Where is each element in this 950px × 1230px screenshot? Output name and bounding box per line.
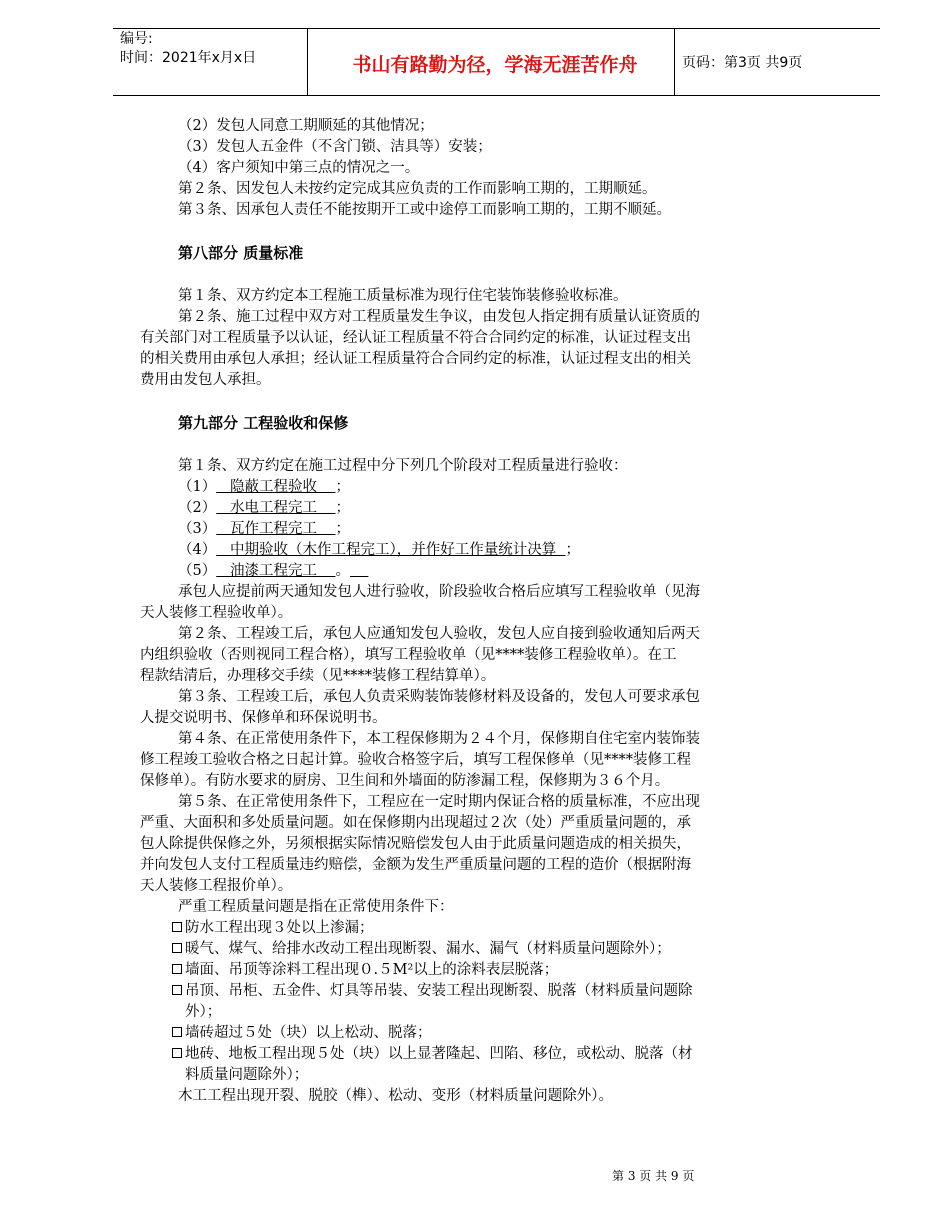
text-line: （4）客户须知中第三点的情况之一。 — [178, 160, 420, 176]
serious-item: 墙砖超过５处（块）以上松动、脱落； — [172, 1023, 844, 1044]
page-footer: 第 3 页 共 9 页 — [612, 1169, 695, 1183]
checkbox-icon — [172, 985, 182, 995]
stage-name: 中期验收（木作工程完工），并作好工作量统计决算 — [216, 542, 566, 558]
doc-time-label: 时间：2021年x月x日 — [120, 50, 257, 66]
paragraph-line: 第１条、双方约定在施工过程中分下列几个阶段对工程质量进行验收： — [178, 458, 628, 474]
paragraph-line: 承包人应提前两天通知发包人进行验收，阶段验收合格后应填写工程验收单（见海 — [178, 584, 700, 600]
stage-name: 瓦作工程完工 — [216, 521, 336, 537]
serious-item: 防水工程出现３处以上渗漏； — [172, 918, 844, 939]
serious-item-continuation: 外）； — [185, 1004, 222, 1020]
paragraph-line: 修工程竣工验收合格之日起计算。验收合格签字后，填写工程保修单（见****装修工程 — [140, 752, 691, 768]
paragraph-line: 第２条、施工过程中双方对工程质量发生争议，由发包人指定拥有质量认证资质的 — [178, 309, 700, 325]
checkbox-icon — [172, 1048, 182, 1058]
stage-item: （1） 隐蔽工程验收 ； — [178, 479, 350, 495]
paragraph-line: 有关部门对工程质量予以认证，经认证工程质量不符合合同约定的标准，认证过程支出 — [140, 330, 691, 346]
serious-item: 暖气、煤气、给排水改动工程出现断裂、漏水、漏气（材料质量问题除外）； — [172, 939, 844, 960]
header-page-label: 页码：第3页 共9页 — [682, 55, 803, 71]
header-bottom-rule — [113, 95, 880, 96]
stage-item: （4） 中期验收（木作工程完工），并作好工作量统计决算 ； — [178, 542, 581, 558]
paragraph-line: 第３条、工程竣工后，承包人负责采购装饰装修材料及设备的，发包人可要求承包 — [178, 689, 700, 705]
document-body — [140, 116, 850, 1107]
paragraph-line: 第２条、工程竣工后，承包人应通知发包人验收，发包人应自接到验收通知后两天 — [178, 626, 700, 642]
paragraph-line: 严重工程质量问题是指在正常使用条件下： — [178, 899, 454, 915]
paragraph-line: 天人装修工程验收单）。 — [140, 605, 293, 621]
checkbox-icon — [172, 964, 182, 974]
stage-name: 隐蔽工程验收 — [216, 479, 336, 495]
paragraph-line: 并向发包人支付工程质量违约赔偿，金额为发生严重质量问题的工程的造价（根据附海 — [140, 857, 691, 873]
paragraph-line: 人提交说明书、保修单和环保说明书。 — [140, 710, 387, 726]
header-divider-left — [307, 28, 308, 95]
paragraph-line: 第４条、在正常使用条件下，本工程保修期为２４个月，保修期自住宅室内装饰装 — [178, 731, 700, 747]
stage-item: （5） 油漆工程完工 。 — [178, 563, 350, 579]
serious-item: 吊顶、吊柜、五金件、灯具等吊装、安装工程出现断裂、脱落（材料质量问题除 — [172, 981, 844, 1002]
paragraph-line: 包人除提供保修之外，另须根据实际情况赔偿发包人由于此质量问题造成的相关损失， — [140, 836, 691, 852]
paragraph-line: 严重、大面积和多处质量问题。如在保修期内出现超过２次（处）严重质量问题的，承 — [140, 815, 691, 831]
checkbox-icon — [172, 943, 182, 953]
stage-name: 水电工程完工 — [216, 500, 336, 516]
page-header — [0, 0, 950, 100]
paragraph-line: 木工工程出现开裂、脱胶（榫）、松动、变形（材料质量问题除外）。 — [178, 1088, 613, 1104]
stage-item: （2） 水电工程完工 ； — [178, 500, 350, 516]
stage-name: 油漆工程完工 — [216, 563, 336, 579]
checkbox-icon — [172, 922, 182, 932]
paragraph-line: 的相关费用由承包人承担；经认证工程质量符合合同约定的标准，认证过程支出的相关 — [140, 351, 691, 367]
section-heading-acceptance: 第九部分 工程验收和保修 — [178, 414, 349, 432]
section-heading-quality: 第八部分 质量标准 — [178, 244, 304, 262]
paragraph-line: 第１条、双方约定本工程施工质量标准为现行住宅装饰装修验收标准。 — [178, 288, 628, 304]
doc-number-label: 编号: — [120, 31, 153, 47]
text-line: 第２条、因发包人未按约定完成其应负责的工作而影响工期的，工期顺延。 — [178, 181, 657, 197]
text-line: （3）发包人五金件（不含门锁、洁具等）安装； — [178, 139, 492, 155]
paragraph-line: 保修单）。有防水要求的厨房、卫生间和外墙面的防渗漏工程，保修期为３６个月。 — [140, 773, 670, 789]
paragraph-line: 第５条、在正常使用条件下，工程应在一定时期内保证合格的质量标准，不应出现 — [178, 794, 700, 810]
paragraph-line: 内组织验收（否则视同工程合格），填写工程验收单（见****装修工程验收单）。在工 — [140, 647, 677, 663]
checkbox-icon — [172, 1027, 182, 1037]
paragraph-line: 费用由发包人承担。 — [140, 372, 271, 388]
text-line: 第３条、因承包人责任不能按期开工或中途停工而影响工期的，工期不顺延。 — [178, 202, 671, 218]
header-motto: 书山有路勤为径，学海无涯苦作舟 — [352, 54, 638, 76]
text-line: （2）发包人同意工期顺延的其他情况； — [178, 118, 434, 134]
serious-item: 地砖、地板工程出现５处（块）以上显著隆起、凹陷、移位，或松动、脱落（材 — [172, 1044, 844, 1065]
paragraph-line: 程款结清后，办理移交手续（见****装修工程结算单）。 — [140, 668, 496, 684]
header-meta — [120, 30, 256, 68]
paragraph-line: 天人装修工程报价单）。 — [140, 878, 293, 894]
serious-item: 墙面、吊顶等涂料工程出现０.５M²以上的涂料表层脱落； — [172, 960, 844, 981]
stage-item: （3） 瓦作工程完工 ； — [178, 521, 350, 537]
header-top-rule — [113, 28, 880, 29]
serious-item-continuation: 料质量问题除外）； — [185, 1067, 309, 1083]
